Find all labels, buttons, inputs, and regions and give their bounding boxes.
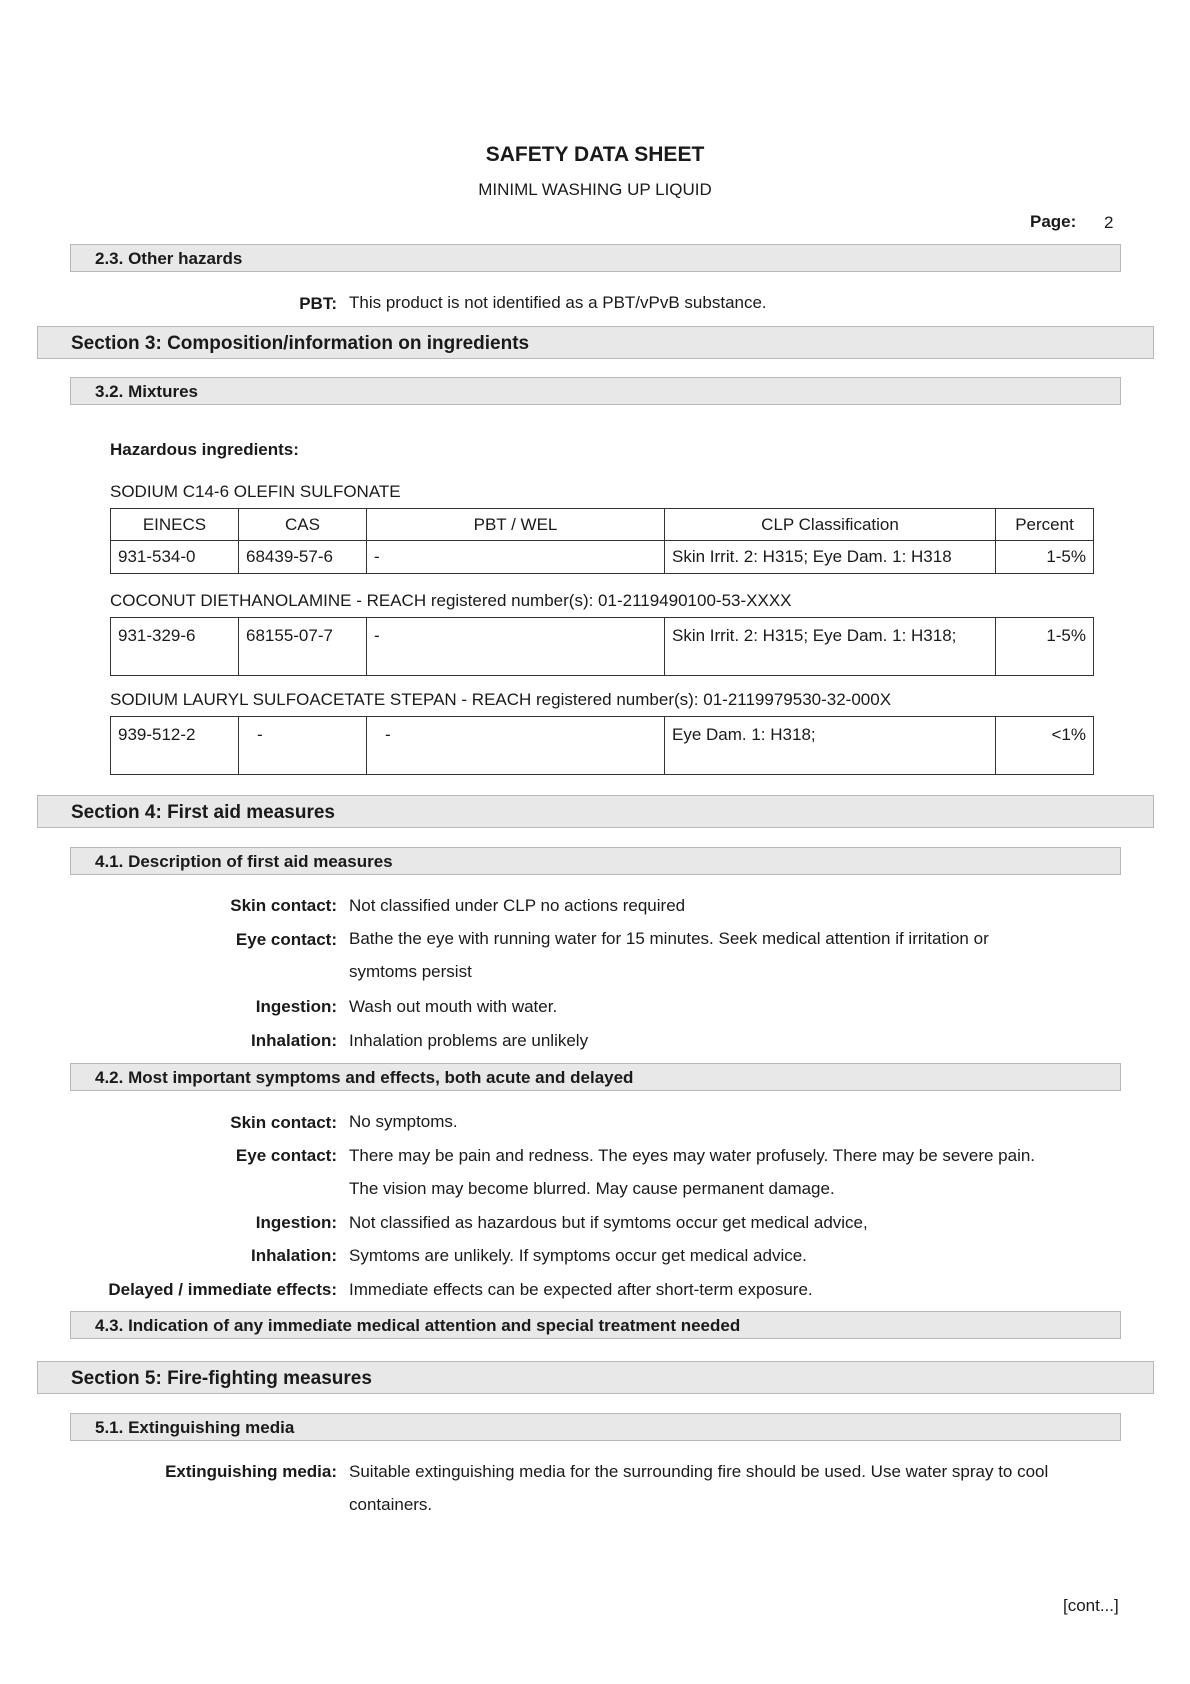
symptoms-ingestion-label: Ingestion: (255, 1213, 337, 1232)
subsection-2-3-heading: 2.3. Other hazards (70, 244, 1121, 272)
cell-pbt-wel: - (367, 618, 665, 676)
symptoms-skin-value: No symptoms. (349, 1112, 458, 1131)
document-title: SAFETY DATA SHEET (485, 143, 705, 166)
page-label: Page: (1030, 212, 1077, 231)
cell-pbt-wel: - (367, 541, 665, 574)
symptoms-inhalation-value: Symtoms are unlikely. If symptoms occur get medical advice. (349, 1246, 807, 1265)
cell-einecs: 931-329-6 (111, 618, 239, 676)
first-aid-ingestion-label: Ingestion: (255, 997, 337, 1016)
symptoms-inhalation-label: Inhalation: (251, 1246, 337, 1265)
cell-cas: - (239, 717, 367, 775)
cell-pbt-wel: - (367, 717, 665, 775)
header-pbt-wel: PBT / WEL (367, 509, 665, 541)
header-clp-classification: CLP Classification (665, 509, 996, 541)
subsection-5-1-heading: 5.1. Extinguishing media (70, 1413, 1121, 1441)
first-aid-skin-label: Skin contact: (230, 896, 337, 915)
table-row (111, 618, 1094, 676)
ingredient-1-name: SODIUM C14-6 OLEFIN SULFONATE (110, 482, 401, 501)
symptoms-eye-label: Eye contact: (235, 1146, 337, 1165)
header-einecs: EINECS (111, 509, 239, 541)
table-row (111, 541, 1094, 574)
symptoms-skin-label: Skin contact: (230, 1113, 337, 1132)
cell-einecs: 931-534-0 (111, 541, 239, 574)
pbt-value: This product is not identified as a PBT/vPvB substance. (349, 293, 767, 312)
first-aid-inhalation-label: Inhalation: (251, 1031, 337, 1050)
cell-clp: Skin Irrit. 2: H315; Eye Dam. 1: H318; (665, 618, 996, 676)
continued-marker: [cont...] (1063, 1596, 1119, 1615)
table-header-row (111, 509, 1094, 541)
ingredient-3-table (110, 716, 1094, 775)
ingredient-2-table (110, 617, 1094, 676)
header-percent: Percent (996, 509, 1094, 541)
subsection-4-2-heading: 4.2. Most important symptoms and effects, both acute and delayed (70, 1063, 1121, 1091)
cell-cas: 68439-57-6 (239, 541, 367, 574)
hazardous-ingredients-label: Hazardous ingredients: (110, 440, 299, 459)
symptoms-eye-value: There may be pain and redness. The eyes may water profusely. There may be severe pain. The vision may become blurred. May cause permanent damage. (349, 1146, 1036, 1198)
ingredient-2-name: COCONUT DIETHANOLAMINE - REACH registered number(s): 01-2119490100-53-XXXX (110, 591, 792, 610)
cell-percent: 1-5% (996, 618, 1094, 676)
cell-percent: <1% (996, 717, 1094, 775)
first-aid-eye-value: Bathe the eye with running water for 15 minutes. Seek medical attention if irritation or symtoms persist (349, 929, 989, 981)
extinguishing-media-label: Extinguishing media: (165, 1462, 337, 1481)
subsection-4-1-heading: 4.1. Description of first aid measures (70, 847, 1121, 875)
table-row (111, 717, 1094, 775)
cell-percent: 1-5% (996, 541, 1094, 574)
symptoms-delayed-value: Immediate effects can be expected after short-term exposure. (349, 1280, 813, 1299)
section-3-heading: Section 3: Composition/information on ingredients (37, 326, 1154, 359)
symptoms-delayed-label: Delayed / immediate effects: (108, 1280, 337, 1299)
section-4-heading: Section 4: First aid measures (37, 795, 1154, 828)
subsection-3-2-heading: 3.2. Mixtures (70, 377, 1121, 405)
extinguishing-media-value: Suitable extinguishing media for the surrounding fire should be used. Use water spray to cool containers. (349, 1462, 1049, 1514)
cell-einecs: 939-512-2 (111, 717, 239, 775)
pbt-label: PBT: (299, 294, 337, 313)
section-5-heading: Section 5: Fire-fighting measures (37, 1361, 1154, 1394)
first-aid-inhalation-value: Inhalation problems are unlikely (349, 1031, 589, 1050)
first-aid-skin-value: Not classified under CLP no actions required (349, 896, 686, 915)
page-number: 2 (1104, 213, 1114, 232)
cell-cas: 68155-07-7 (239, 618, 367, 676)
cell-clp: Skin Irrit. 2: H315; Eye Dam. 1: H318 (665, 541, 996, 574)
symptoms-ingestion-value: Not classified as hazardous but if symtoms occur get medical advice, (349, 1213, 868, 1232)
ingredient-1-table (110, 508, 1094, 574)
first-aid-ingestion-value: Wash out mouth with water. (349, 997, 558, 1016)
first-aid-eye-label: Eye contact: (235, 930, 337, 949)
header-cas: CAS (239, 509, 367, 541)
product-name: MINIML WASHING UP LIQUID (478, 180, 712, 199)
ingredient-3-name: SODIUM LAURYL SULFOACETATE STEPAN - REACH registered number(s): 01-2119979530-32-000X (110, 690, 892, 709)
cell-clp: Eye Dam. 1: H318; (665, 717, 996, 775)
subsection-4-3-heading: 4.3. Indication of any immediate medical attention and special treatment needed (70, 1311, 1121, 1339)
